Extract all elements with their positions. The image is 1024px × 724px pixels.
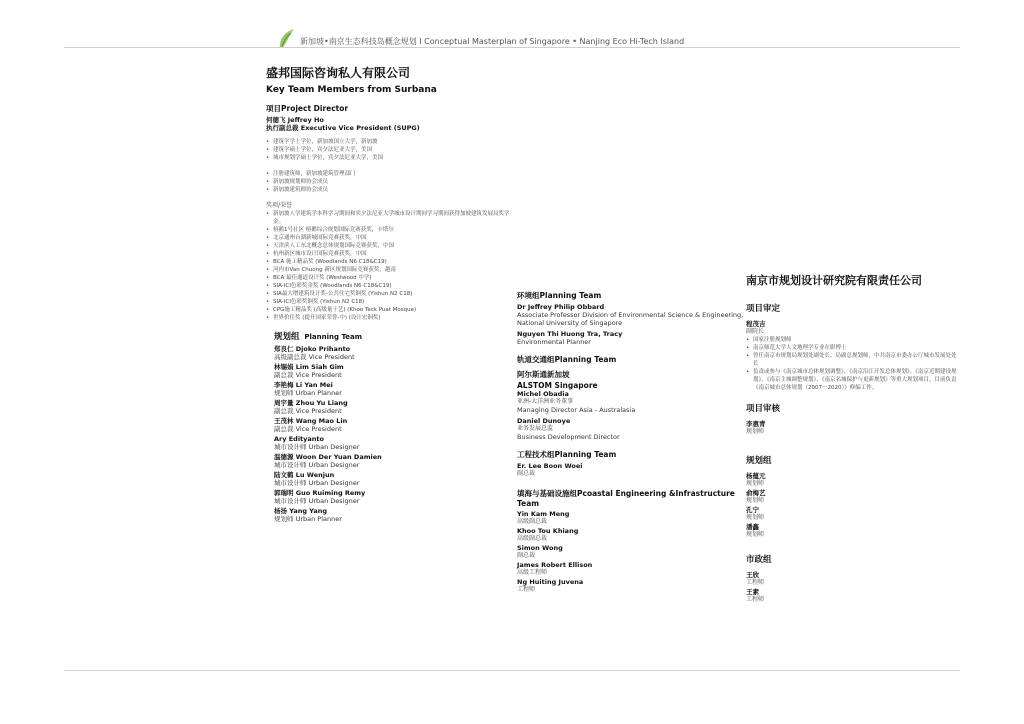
team-member [746, 506, 961, 522]
member-role-cn: 亚洲-大洋洲业务董事 [517, 398, 574, 405]
list-item: • SIA-ICI色彩奖金奖 (Woodlands N6 C18&C19) [266, 282, 516, 290]
list-item: • 国家注册规划师 [746, 336, 961, 344]
director-role: 执行副总裁 Executive Vice President (SUPG) [266, 124, 420, 132]
member-name: 李艳梅 Li Yan Mei [274, 381, 333, 389]
member-role-cn: 业务发展总监 [517, 425, 554, 432]
list-item: • 杭州新区城市设计国际竞赛获奖，中国 [266, 250, 516, 258]
list-item: • 北京通州台湖新城国际竞赛获奖，中国 [266, 234, 516, 242]
review-title: 项目审定 [746, 304, 781, 314]
member-name: 温德源 Woon Der Yuan Damien [274, 453, 382, 461]
list-item: • 河内市Van Chuong 新区规划国际竞赛获奖，越南 [266, 266, 516, 274]
list-item: • 建筑学硕士学位，宾夕法尼亚大学，美国 [266, 146, 516, 154]
header-divider [64, 47, 960, 48]
membership-list [266, 170, 516, 194]
team-member [274, 399, 516, 415]
team-member [274, 453, 516, 469]
team-member [746, 588, 961, 604]
member-name: 郭瑞明 Guo Ruiming Remy [274, 489, 366, 497]
list-item: • BCA 最佳通道设计奖 (Westwood 中学) [266, 274, 516, 282]
team-member [517, 578, 747, 594]
member-name: 杨扬 Yang Yang [274, 507, 328, 515]
team-member [274, 471, 516, 487]
member-role: 高级副总裁 [517, 518, 548, 525]
team-member [517, 544, 747, 560]
member-role: 规划师 [746, 531, 765, 538]
member-role: 城市设计师 Urban Designer [274, 461, 360, 469]
member-role: 规划师 Urban Planner [274, 389, 342, 397]
member-name: 俞梅艺 [746, 489, 766, 497]
surbana-company-en: Key Team Members from Surbana [266, 85, 437, 95]
member-name: 王素 [746, 588, 759, 596]
member-name: 李惠青 [746, 420, 766, 428]
team-member [274, 435, 516, 451]
footer-divider [64, 670, 960, 671]
member-name: 程茂吉 [746, 320, 766, 328]
member-role: 副总裁 [517, 552, 536, 559]
member-role: 高级副总裁 [517, 535, 548, 542]
member-role: 规划师 [746, 428, 765, 435]
coastal-team-list [517, 510, 747, 594]
list-item: • SIA最大增建筑设计奖-公共住宅奖铜奖 (Yishun N2 C18) [266, 290, 516, 298]
member-name: 陆文鹤 Lu Wenjun [274, 471, 335, 479]
team-member [517, 527, 747, 543]
team-member [746, 523, 961, 539]
list-item: • 新加坡建筑师协会成员 [266, 186, 516, 194]
member-name: Yin Kam Meng [517, 510, 570, 518]
member-role: Managing Director Asia - Australasia [517, 406, 636, 414]
member-name: Khoo Tou Khiang [517, 527, 579, 535]
coastal-team-title: 填海与基础设施组Pcoastal Engineering &Infrastructure Team [517, 489, 735, 508]
member-name: 杨蕴元 [746, 472, 766, 480]
list-item: • 城市规划学硕士学位，宾夕法尼亚大学，美国 [266, 154, 516, 162]
member-role: 城市设计师 Urban Designer [274, 479, 360, 487]
director-name: 何德飞 Jeffrey Ho [266, 116, 324, 124]
alstom-en: ALSTOM Singapore [517, 381, 598, 390]
environment-team-title: 环境组Planning Team [517, 291, 602, 300]
planning-group-title: 规划组 [746, 456, 772, 466]
member-role: Associate Professor Division of Environmental Science & Engineering, National University of Singapore [517, 311, 744, 327]
planning-team-title [266, 330, 516, 342]
member-name: Simon Wong [517, 544, 563, 552]
member-name: James Robert Ellison [517, 561, 593, 569]
list-item: • SIA-ICI色彩奖铜奖 (Yishun N2 C18) [266, 298, 516, 306]
alstom-cn: 阿尔斯通新加坡 [517, 370, 570, 379]
member-role: Business Development Director [517, 433, 620, 441]
member-name: Nguyen Thi Huong Tra, Tracy [517, 330, 623, 338]
check-title: 项目审核 [746, 404, 781, 414]
member-name: 潘鑫 [746, 523, 759, 531]
education-list [266, 138, 516, 162]
member-role: 城市设计师 Urban Designer [274, 497, 360, 505]
team-member [517, 561, 747, 577]
list-item: • 天津滨人工东北概念总体规划国际竞赛获奖，中国 [266, 242, 516, 250]
rail-team-title: 轨道交通组Planning Team [517, 355, 617, 364]
member-name: Dr Jeffrey Philip Obbard [517, 303, 605, 311]
list-item: • 榜鹅1号社区 榜鹅综合规划国际竞赛获奖，卡塔尔 [266, 226, 516, 234]
member-name: Daniel Dunoye [517, 417, 571, 425]
nanjing-column [746, 272, 961, 604]
member-name: 林锡娟 Lim Siah Gim [274, 363, 344, 371]
member-role: 规划师 [746, 480, 765, 487]
member-role: 副总裁 Vice President [274, 425, 342, 433]
member-role: Environmental Planner [517, 338, 591, 346]
member-role: 副总裁 Vice President [274, 371, 342, 379]
team-member [746, 571, 961, 587]
surbana-column [266, 62, 516, 525]
list-item: • 南京师范大学人文地理学专业在职博士 [746, 344, 961, 352]
member-name: Ary Edityanto [274, 435, 324, 443]
list-item: • 注册建筑师，新加坡建筑管理部门 [266, 170, 516, 178]
member-role: 规划师 [746, 514, 765, 521]
member-name: Ng Huiting Juvena [517, 578, 584, 586]
member-role: 工程师 [517, 586, 536, 593]
team-member [274, 381, 516, 397]
list-item: • 世界价住奖 (提升国家荣誉-中) (设计宏铜奖) [266, 314, 516, 322]
partners-column [517, 290, 747, 594]
list-item: • BCA 施工精品奖 (Woodlands N6 C18&C19) [266, 258, 516, 266]
awards-list [266, 210, 516, 322]
municipal-group-title: 市政组 [746, 555, 772, 565]
team-member [274, 507, 516, 523]
team-member [746, 489, 961, 505]
list-item: • 新加坡人学建筑学本科学习期间和宾夕法尼亚大学城市设计期间学习期间获得加坡建筑发展局奖学金。 [266, 210, 516, 226]
list-item: • 负责或参与《南京城市总体规划调整》、《南京沿江开发总体规划》、《南京近期建设规划》、《南京主城调整规划》、《南京名城保护与更新规划》等重大规划项目，目前负责《南京城市总体规划（2007－2020）》修编工作。 [746, 368, 961, 392]
surbana-company-cn: 盛邦国际咨询私人有限公司 [266, 66, 411, 80]
member-role: 规划师 Urban Planner [274, 515, 342, 523]
member-name: 王欣 [746, 571, 759, 579]
team-member [274, 489, 516, 505]
nanjing-company-title: 南京市规划设计研究院有限责任公司 [746, 274, 922, 287]
team-member [746, 472, 961, 488]
awards-title: 奖项/荣誉 [266, 202, 293, 209]
member-role: 副总裁 Vice President [274, 407, 342, 415]
planning-team-list [266, 345, 516, 523]
member-role: 高级工程师 [517, 569, 548, 576]
team-member [517, 510, 747, 526]
member-role: 副总裁 [517, 470, 536, 477]
list-item: • 建筑学学士学位，新加坡国立大学，新加坡 [266, 138, 516, 146]
team-member [274, 345, 516, 361]
member-role: 工程师 [746, 596, 765, 603]
planning-team-title-en: Planning Team [304, 333, 363, 341]
team-member [274, 363, 516, 379]
member-role: 工程师 [746, 579, 765, 586]
member-name: 孔宁 [746, 506, 759, 514]
member-name: Er. Lee Boon Woei [517, 462, 583, 470]
member-role: 高级副总裁 Vice President [274, 353, 355, 361]
member-name: Michel Obadia [517, 390, 569, 398]
header-title: 新加坡•南京生态科技岛概念规划 I Conceptual Masterplan of Singapore • Nanjing Eco Hi-Tech Island [300, 37, 685, 46]
review-bullets [746, 336, 961, 392]
project-director-title: 项目Project Director [266, 104, 349, 113]
member-name: 郑良仁 Djoko Prihanto [274, 345, 351, 353]
team-member [274, 417, 516, 433]
member-role: 城市设计师 Urban Designer [274, 443, 360, 451]
list-item: • 曾任南京市规划局规划处副处长、局副总规划师，中共南京市委办公厅城市发展处处长 [746, 352, 961, 368]
member-name: 王茂林 Wang Mao Lin [274, 417, 348, 425]
list-item: • CPG施工精品奖 (高级量干艺) (Khoo Teck Puat Mosque) [266, 306, 516, 314]
engineering-team-title: 工程技术组Planning Team [517, 450, 617, 459]
member-name: 周宇量 Zhou Yu Liang [274, 399, 348, 407]
member-role: 副院长 [746, 328, 765, 335]
member-role: 规划师 [746, 497, 765, 504]
planning-team-title-cn: 规划组 [274, 332, 300, 342]
list-item: • 新加坡规划师协会成员 [266, 178, 516, 186]
